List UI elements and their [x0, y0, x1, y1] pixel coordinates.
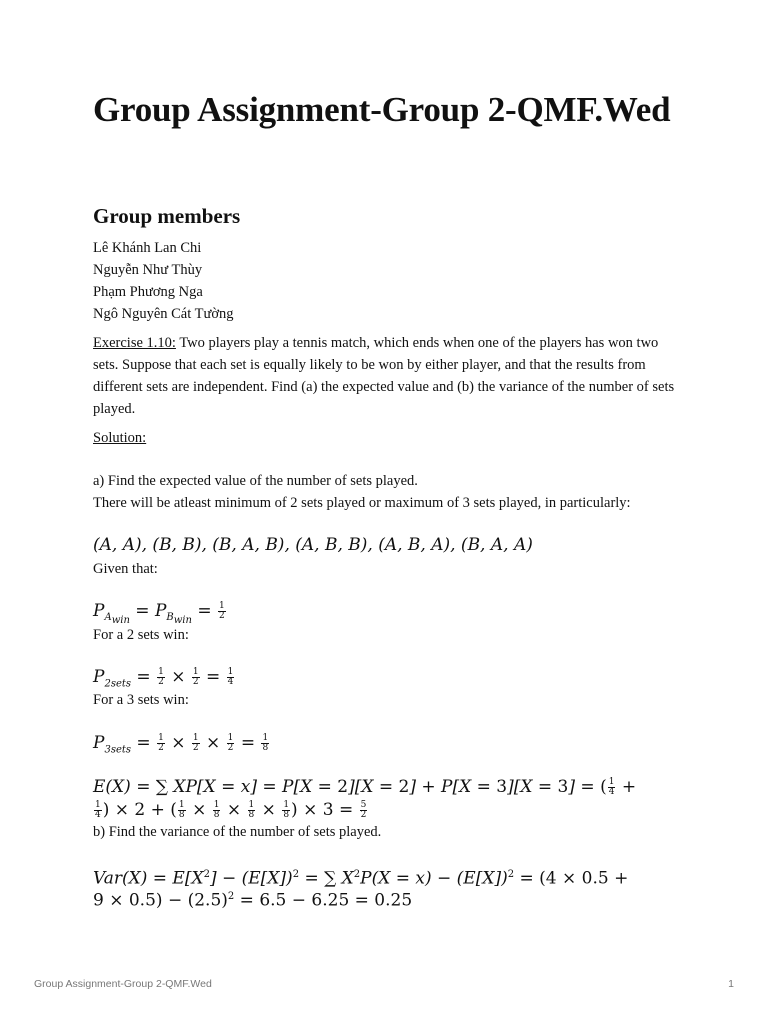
- part-b-heading: b) Find the variance of the number of sets played.: [93, 824, 382, 840]
- page-number: 1: [728, 978, 734, 990]
- part-a-intro: There will be atleast minimum of 2 sets played or maximum of 3 sets played, in particularly:: [93, 495, 631, 511]
- variance-formula-line-2: $9 \times 0.5) - (2.5)^2 = 6.5 - 6.25 = 0.25$: [93, 890, 413, 911]
- solution-label: Solution:: [93, 430, 147, 446]
- members-list: [93, 237, 234, 325]
- variance-formula-line-1: $Var(X) = E[X^2] - (E[X])^2$ = ∑ $X^2P(X = x) - (E[X])^2 = (4 \times 0.5$ +: [93, 868, 629, 889]
- part-a-heading: a) Find the expected value of the number of sets played.: [93, 473, 418, 489]
- document-title: Group Assignment-Group 2-QMF.Wed: [93, 90, 671, 129]
- exercise-paragraph: [93, 332, 683, 420]
- expected-value-formula-line-1: E(X) = ∑ XP[X = x] = P[X = 2][X = 2] + P[X = 3][X = 3] = ( $\frac{1}{4}$ +: [93, 777, 637, 797]
- three-sets-formula: $P_{3sets}$ = $\frac{1}{2}$ × $\frac{1}{2}$ × $\frac{1}{2}$ = $\frac{1}{8}$: [93, 733, 269, 756]
- members-heading: Group members: [93, 204, 241, 228]
- exercise-text: Two players play a tennis match, which ends when one of the players has won two sets. Suppose that each set is equally likely to be won by either player, and that the results from different sets are independent. Find (a) the expected value and (b) the variance of the number of sets played.: [93, 335, 675, 417]
- member-name: Lê Khánh Lan Chi: [93, 240, 202, 256]
- outcomes-formula: (A, A), (B, B), (B, A, B), (A, B, B), (A, B, A), (B, A, A): [93, 535, 533, 555]
- member-name: Nguyễn Như Thùy: [93, 262, 203, 278]
- exercise-label: Exercise 1.10:: [93, 335, 176, 351]
- member-name: Ngô Nguyên Cát Tường: [93, 306, 234, 322]
- two-sets-label: For a 2 sets win:: [93, 627, 189, 643]
- probability-win-formula: $P_{A_{win}} = P_{B_{win}}$ = $\frac{1}{2}$: [93, 601, 225, 627]
- given-label: Given that:: [93, 561, 158, 577]
- three-sets-label: For a 3 sets win:: [93, 692, 189, 708]
- footer-title: Group Assignment-Group 2-QMF.Wed: [34, 978, 212, 990]
- expected-value-formula-line-2: $\frac{1}{4}$ ) × 2 + ( $\frac{1}{8}$ × $\frac{1}{8}$ × $\frac{1}{8}$ × $\frac{1}{8}$ ) × 3 = $\frac{5}{2}$: [95, 800, 367, 820]
- two-sets-formula: $P_{2sets}$ = $\frac{1}{2}$ × $\frac{1}{2}$ = $\frac{1}{4}$: [93, 667, 234, 690]
- member-name: Phạm Phương Nga: [93, 284, 203, 300]
